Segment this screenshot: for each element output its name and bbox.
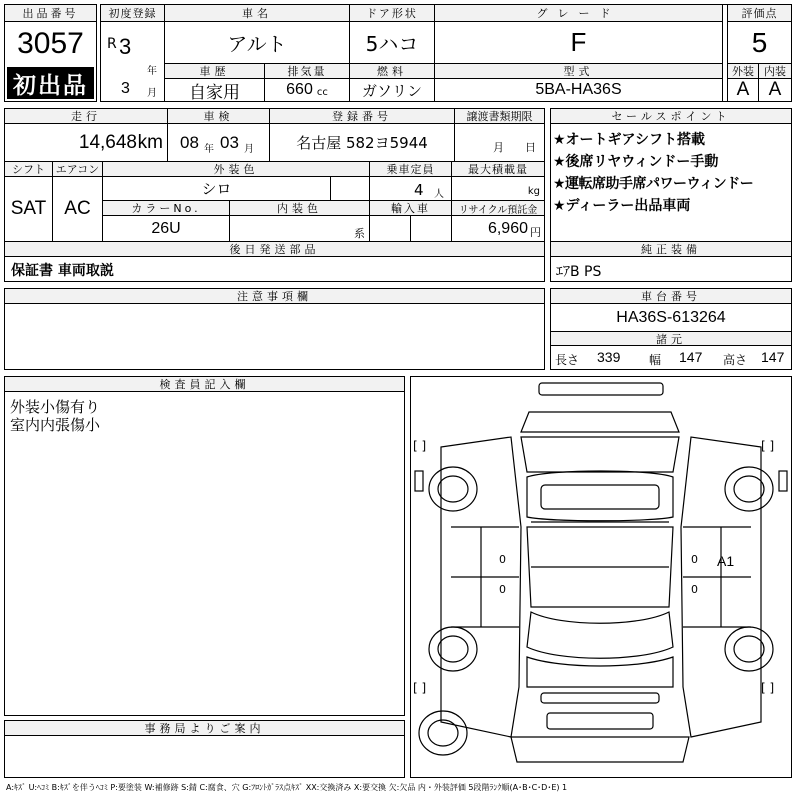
legend-text: A:ｷｽﾞ U:ﾍｺﾐ B:ｷｽﾞを伴うﾍｺﾐ P:要塗装 W:補修跡 S:錆 C:腐食、穴 G:ﾌﾛﾝﾄｶﾞﾗｽ点ｷｽﾞ XX:交換済み X:要交換 欠:欠品 内・外装評価 5段階ﾗﾝｸ順(A･B･C･D･E) 1 <box>6 783 568 792</box>
transfer-month-unit: 月 <box>493 141 504 154</box>
ext-color-label: 外装色 <box>103 162 370 177</box>
door-value: 5ハコ <box>350 22 435 64</box>
sales-points-label: セールスポイント <box>551 109 791 124</box>
equipment-value: ｴｱB PS <box>556 264 602 280</box>
later-parts-value: 保証書 車両取説 <box>11 263 114 279</box>
sales-points-box <box>550 108 792 242</box>
displacement-cell <box>265 79 350 101</box>
width-label: 幅 <box>649 353 662 367</box>
mark-zero-right: 0 <box>691 553 698 566</box>
max-load-cell <box>452 177 544 201</box>
car-name-value: アルト <box>165 22 350 64</box>
first-reg-month: 3 <box>121 80 130 97</box>
sales-point-item: ★オートギアシフト搭載 <box>553 132 705 148</box>
shift-value: SAT <box>5 177 53 241</box>
plate-value: 名古屋 582ヨ5944 <box>270 124 455 162</box>
aircon-label: エアコン <box>53 162 103 177</box>
month-unit: 月 <box>147 88 157 99</box>
interior-value: A <box>768 79 782 100</box>
score-value: 5 <box>727 22 791 64</box>
shift-label: シフト <box>5 162 53 177</box>
year-unit: 年 <box>147 66 157 77</box>
history-value: 自家用 <box>165 79 265 101</box>
width-value: 147 <box>679 349 703 365</box>
mark-zero-left: 0 <box>499 553 506 566</box>
transfer-label: 譲渡書類期限 <box>455 109 544 124</box>
mark-zero-right-2: 0 <box>691 583 698 596</box>
score-label: 評価点 <box>727 5 791 22</box>
first-reg-label: 初度登録 <box>101 5 165 22</box>
mileage-unit: km <box>137 132 163 153</box>
details-grid <box>4 108 545 242</box>
era-letter: R <box>107 36 117 52</box>
model-value: 5BA-HA36S <box>435 79 723 101</box>
office-box <box>4 720 405 778</box>
car-outline-svg <box>411 377 791 777</box>
equipment-box <box>550 242 792 282</box>
lot-box <box>4 4 97 102</box>
capacity-unit: 人 <box>434 189 444 200</box>
displacement-unit: cc <box>316 86 328 98</box>
color-no-label: カラーNo. <box>103 201 230 216</box>
inspection-cell <box>168 124 270 162</box>
inspector-line: 室内内張傷小 <box>10 416 101 434</box>
damage-mark-a1: A1 <box>717 553 735 569</box>
lot-number: 3057 <box>17 27 84 60</box>
color-no-value: 26U <box>103 216 230 241</box>
lot-label: 出品番号 <box>5 5 96 22</box>
ext-color-value: シロ <box>103 177 331 201</box>
recycle-unit: 円 <box>530 226 541 239</box>
capacity-value: 4 <box>414 181 424 199</box>
transfer-cell <box>455 124 544 162</box>
chassis-value: HA36S-613264 <box>551 304 791 332</box>
interior-label: 内装 <box>759 64 791 79</box>
specs-row <box>551 346 791 369</box>
plate-label: 登録番号 <box>270 109 455 124</box>
specs-label: 諸元 <box>551 332 791 346</box>
sales-point-item: ★ディーラー出品車両 <box>553 198 691 214</box>
aircon-value: AC <box>53 177 103 241</box>
car-name-label: 車名 <box>165 5 350 22</box>
inspection-label: 車検 <box>168 109 270 124</box>
chassis-label: 車台番号 <box>551 289 791 304</box>
later-parts-label: 後日発送部品 <box>5 242 544 257</box>
ext-color-extra <box>331 177 370 201</box>
sales-point-item: ★後席リヤウィンドー手動 <box>553 154 719 170</box>
recycle-label: リサイクル預託金 <box>452 201 544 216</box>
inspector-label: 検査員記入欄 <box>5 377 404 392</box>
bracket-mark: [ ] <box>413 681 427 695</box>
inspection-month-unit: 月 <box>244 144 254 155</box>
door-label: ドア形状 <box>350 5 435 22</box>
first-reg-year: 3 <box>119 34 132 59</box>
displacement-value: 660 <box>286 81 313 98</box>
first-listing-badge: 初出品 <box>7 67 94 99</box>
max-load-unit: kg <box>527 186 540 197</box>
recycle-value: 6,960 <box>487 220 528 237</box>
fuel-value: ガソリン <box>350 79 435 101</box>
int-color-label: 内装色 <box>230 201 370 216</box>
capacity-label: 乗車定員 <box>370 162 452 177</box>
recycle-cell <box>452 216 544 241</box>
length-value: 339 <box>597 349 621 365</box>
model-label: 型式 <box>435 64 723 79</box>
first-reg-cell <box>101 22 165 101</box>
grade-label: グレード <box>435 5 723 22</box>
equipment-label: 純正装備 <box>551 242 791 257</box>
later-parts-box <box>4 242 545 282</box>
inspection-month: 03 <box>220 133 239 152</box>
exterior-label: 外装 <box>727 64 759 79</box>
length-label: 長さ <box>555 353 580 367</box>
max-load-label: 最大積載量 <box>452 162 544 177</box>
inspection-year: 08 <box>180 133 199 152</box>
mark-zero-left-2: 0 <box>499 583 506 596</box>
mileage-value: 14,648 <box>78 132 137 153</box>
grade-value: F <box>435 22 723 64</box>
import-label: 輸入車 <box>370 201 452 216</box>
int-color-unit: 系 <box>354 227 365 240</box>
bracket-mark: [ ] <box>761 439 775 453</box>
mileage-cell <box>5 124 168 162</box>
sales-point-item: ★運転席助手席パワーウィンドー <box>553 176 754 192</box>
int-color-cell <box>230 216 370 241</box>
notes-label: 注意事項欄 <box>5 289 544 304</box>
mileage-label: 走行 <box>5 109 168 124</box>
bracket-mark: [ ] <box>413 439 427 453</box>
fuel-label: 燃料 <box>350 64 435 79</box>
height-label: 高さ <box>723 353 748 367</box>
office-label: 事務局よりご案内 <box>5 721 404 736</box>
inspector-box <box>4 376 405 716</box>
inspection-year-unit: 年 <box>204 144 214 155</box>
vehicle-info-grid <box>100 4 792 102</box>
import-cell-1 <box>370 216 411 241</box>
bracket-mark: [ ] <box>761 681 775 695</box>
history-label: 車歴 <box>165 64 265 79</box>
notes-box <box>4 288 545 370</box>
import-cell-2 <box>411 216 452 241</box>
displacement-label: 排気量 <box>265 64 350 79</box>
chassis-box <box>550 288 792 370</box>
height-value: 147 <box>761 349 785 365</box>
exterior-value: A <box>727 79 759 101</box>
car-diagram <box>410 376 792 778</box>
capacity-cell <box>370 177 452 201</box>
transfer-day-unit: 日 <box>525 141 536 154</box>
inspector-line: 外装小傷有り <box>10 398 101 416</box>
